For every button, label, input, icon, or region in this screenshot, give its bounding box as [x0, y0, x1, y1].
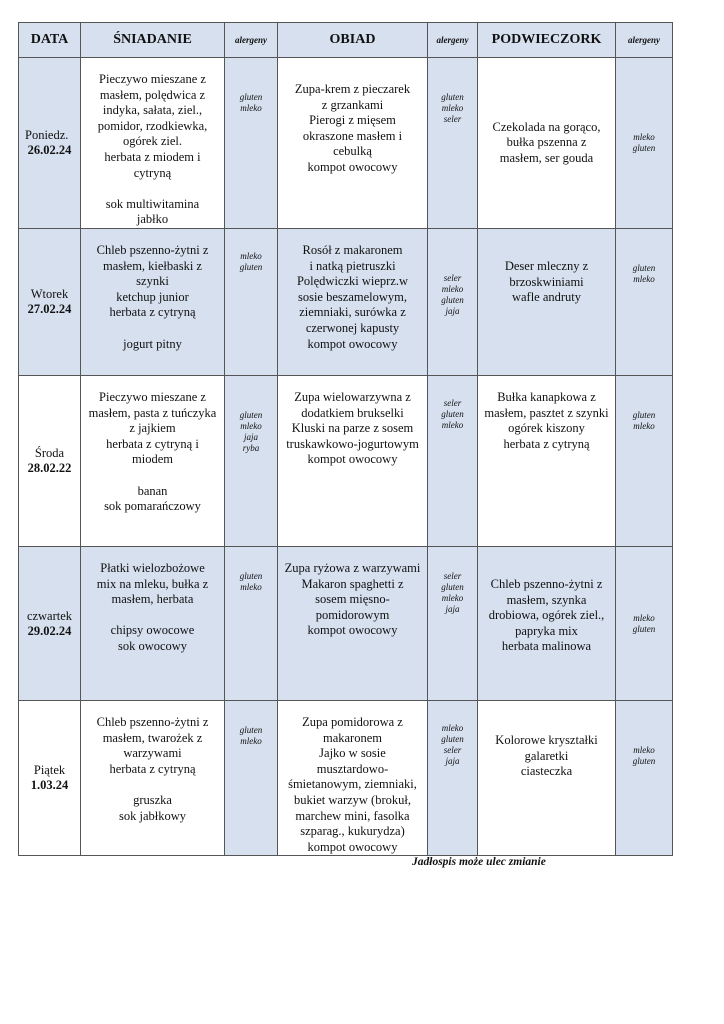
lunch-allergens: seler gluten mleko: [428, 376, 478, 547]
breakfast-cell: Chleb pszenno-żytni z masłem, twarożek z warzywami herbata z cytryną gruszka sok jabłkowy: [81, 701, 225, 856]
lunch-cell: Zupa ryżowa z warzywami Makaron spaghetti z sosem mięsno- pomidorowym kompot owocowy: [278, 547, 428, 701]
lunch-cell: Rosół z makaronem i natką pietruszki Polędwiczki wieprz.w sosie beszamelowym, ziemniaki, surówka z czerwonej kapusty kompot owocowy: [278, 229, 428, 376]
day-name: Poniedz.: [25, 128, 69, 142]
header-allergens-snack: alergeny: [616, 23, 673, 58]
breakfast-cell: Płatki wielozbożowe mix na mleku, bułka z masłem, herbata chipsy owocowe sok owocowy: [81, 547, 225, 701]
table-row: [19, 229, 673, 376]
lunch-cell: Zupa pomidorowa z makaronem Jajko w sosie musztardowo- śmietanowym, ziemniaki, bukiet warzyw (brokuł, marchew mini, fasolka szparag., kukurydza) kompot owocowy: [278, 701, 428, 856]
breakfast-allergens: gluten mleko jaja ryba: [225, 376, 278, 547]
header-lunch: OBIAD: [278, 23, 428, 58]
breakfast-cell: Pieczywo mieszane z masłem, pasta z tuńczyka z jajkiem herbata z cytryną i miodem banan sok pomarańczowy: [81, 376, 225, 547]
header-snack: PODWIECZORK: [478, 23, 616, 58]
snack-cell: Bułka kanapkowa z masłem, pasztet z szynki ogórek kiszony herbata z cytryną: [478, 376, 616, 547]
day-cell: [19, 701, 81, 856]
day-name: Wtorek: [30, 287, 69, 301]
header-date: DATA: [19, 23, 81, 58]
header-breakfast: ŚNIADANIE: [81, 23, 225, 58]
day-date: 1.03.24: [30, 778, 69, 793]
table-row: [19, 701, 673, 856]
header-row: [19, 23, 673, 58]
snack-allergens: mleko gluten: [616, 701, 673, 856]
lunch-allergens: seler gluten mleko jaja: [428, 547, 478, 701]
snack-cell: Deser mleczny z brzoskwiniami wafle andruty: [478, 229, 616, 376]
breakfast-allergens: mleko gluten: [225, 229, 278, 376]
breakfast-cell: Pieczywo mieszane z masłem, polędwica z indyka, sałata, ziel., pomidor, rzodkiewka, ogórek ziel. herbata z miodem i cytryną sok multiwitamina jabłko: [81, 58, 225, 229]
snack-allergens: gluten mleko: [616, 376, 673, 547]
day-cell: [19, 229, 81, 376]
lunch-allergens: mleko gluten seler jaja: [428, 701, 478, 856]
lunch-allergens: seler mleko gluten jaja: [428, 229, 478, 376]
footer-note: Jadłospis może ulec zmianie: [412, 856, 546, 868]
header-allergens-breakfast: alergeny: [225, 23, 278, 58]
day-date: 27.02.24: [27, 302, 72, 316]
day-name: Piątek: [33, 763, 66, 778]
day-date: 29.02.24: [27, 623, 72, 638]
lunch-cell: Zupa-krem z pieczarek z grzankami Pierogi z mięsem okraszone masłem i cebulką kompot owocowy: [278, 58, 428, 229]
table-row: [19, 58, 673, 229]
snack-allergens: mleko gluten: [616, 58, 673, 229]
breakfast-allergens: gluten mleko: [225, 547, 278, 701]
day-name: czwartek: [26, 608, 73, 623]
table-row: [19, 376, 673, 547]
snack-allergens: gluten mleko: [616, 229, 673, 376]
snack-cell: Kolorowe kryształki galaretki ciasteczka: [478, 701, 616, 856]
breakfast-allergens: gluten mleko: [225, 701, 278, 856]
day-name: Środa: [34, 446, 65, 460]
day-cell: [19, 376, 81, 547]
table-row: [19, 547, 673, 701]
menu-table: [18, 22, 673, 856]
day-date: 26.02.24: [27, 143, 72, 157]
snack-allergens: mleko gluten: [616, 547, 673, 701]
day-date: 28.02.22: [27, 461, 72, 475]
lunch-allergens: gluten mleko seler: [428, 58, 478, 229]
breakfast-cell: Chleb pszenno-żytni z masłem, kiełbaski z szynki ketchup junior herbata z cytryną jogurt pitny: [81, 229, 225, 376]
day-cell: [19, 58, 81, 229]
breakfast-allergens: gluten mleko: [225, 58, 278, 229]
day-cell: [19, 547, 81, 701]
lunch-cell: Zupa wielowarzywna z dodatkiem brukselki Kluski na parze z sosem truskawkowo-jogurtowym kompot owocowy: [278, 376, 428, 547]
snack-cell: Chleb pszenno-żytni z masłem, szynka drobiowa, ogórek ziel., papryka mix herbata malinowa: [478, 547, 616, 701]
header-allergens-lunch: alergeny: [428, 23, 478, 58]
snack-cell: Czekolada na gorąco, bułka pszenna z masłem, ser gouda: [478, 58, 616, 229]
